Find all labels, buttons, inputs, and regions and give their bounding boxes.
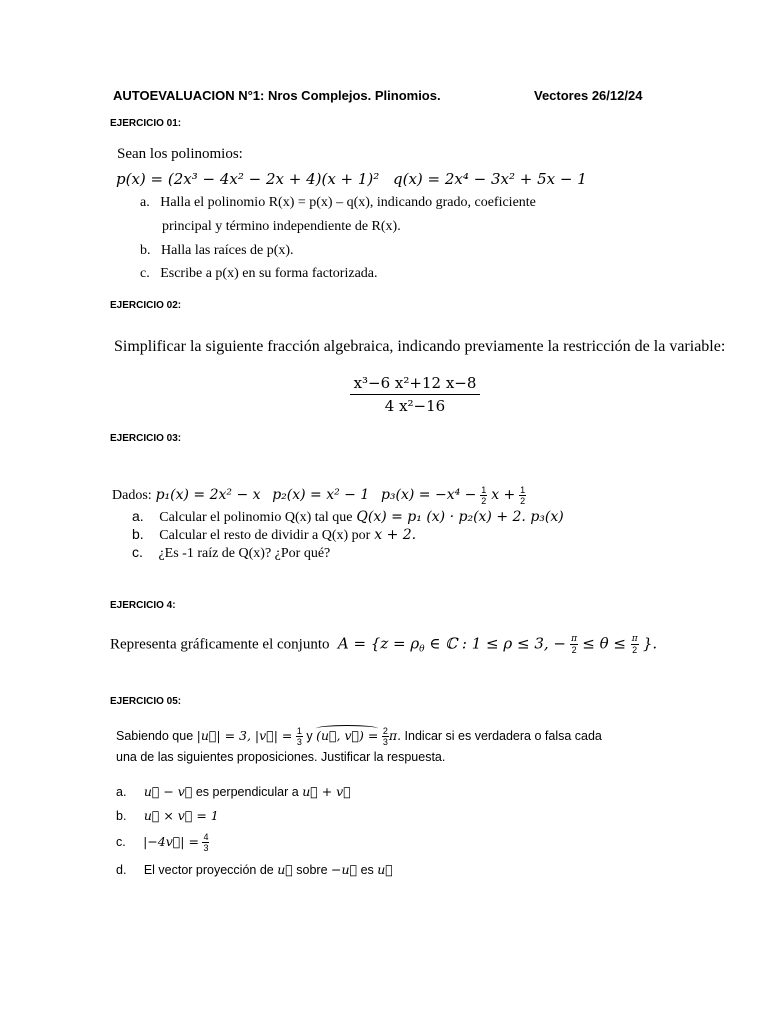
statement-text: Sabiendo que <box>116 728 194 743</box>
polynomial-p-expression: (2x³ − 4x² − 2x + 4)(x + 1)² <box>167 170 380 188</box>
exercise-3-given-polynomials <box>112 485 526 506</box>
item-math-2: u⃗ + v⃗ <box>302 784 351 799</box>
polynomial-q-expression: 2x⁴ − 3x² + 5x − 1 <box>444 170 587 188</box>
fraction-pi-over-two: $\frac{\pi}{2}$ <box>571 634 578 655</box>
polynomial-p1: p₁(x) = 2x² − x <box>155 487 261 504</box>
item-letter: b. <box>116 809 127 823</box>
vector-magnitudes: |u⃗| = 3, |v⃗| = <box>196 727 293 743</box>
item-math: u⃗ <box>277 862 293 877</box>
fraction-one-third: $\frac{1}{3}$ <box>296 726 302 747</box>
fraction-numerator: x³−6 x²+12 x−8 <box>350 374 480 395</box>
exercise-1-item-c <box>140 266 378 282</box>
statement-conjunction: y <box>306 728 313 743</box>
statement-text-continued: Indicar si es verdadera o falsa cada <box>404 728 602 743</box>
exercise-1-item-b <box>140 243 294 259</box>
angle-between-vectors: (u⃗, v⃗) = <box>316 727 379 743</box>
set-definition-start: A = {z = ρ <box>337 634 420 653</box>
item-text: Halla el polinomio R(x) = p(x) – q(x), indicando grado, coeficiente <box>160 195 536 210</box>
document-subject-date: Vectores 26/12/24 <box>534 88 643 103</box>
item-letter: a. <box>132 508 144 524</box>
item-text: es perpendicular a <box>195 785 299 799</box>
exercise-1-item-a-continued: principal y término independiente de R(x). <box>162 219 401 234</box>
exercise-4-statement <box>110 634 657 655</box>
item-letter: a. <box>140 195 150 210</box>
item-math: Q(x) = p₁ (x) · p₂(x) + 2. p₃(x) <box>356 509 564 525</box>
item-letter: d. <box>116 863 127 877</box>
item-letter: b. <box>140 243 151 258</box>
exercise-3-item-a <box>132 508 564 526</box>
fraction-pi-over-two: $\frac{\pi}{2}$ <box>631 634 638 655</box>
dados-label: Dados: <box>112 488 152 504</box>
polynomial-p <box>116 170 379 188</box>
item-text: El vector proyección de <box>143 863 274 877</box>
item-text-sobre: sobre <box>296 863 328 877</box>
fraction-one-half: $\frac{1}{2}$ <box>481 485 487 506</box>
item-letter: b. <box>132 526 144 542</box>
exercise-3-item-c <box>132 544 330 562</box>
set-definition-theta: ≤ θ ≤ <box>582 634 631 653</box>
exercise-2-heading: EJERCICIO 02: <box>110 300 182 311</box>
exercise-1-intro: Sean los polinomios: <box>117 146 243 162</box>
item-text: Calcular el resto de dividir a Q(x) por <box>159 528 371 543</box>
algebraic-fraction <box>350 374 480 415</box>
statement-text: Representa gráficamente el conjunto <box>110 636 330 653</box>
item-text: Halla las raíces de p(x). <box>161 243 294 258</box>
polynomial-p3-tail: x + <box>491 487 516 504</box>
item-math: |−4v⃗| = <box>143 833 199 849</box>
fraction-one-half: $\frac{1}{2}$ <box>520 485 526 506</box>
polynomial-q <box>393 170 587 188</box>
item-text: ¿Es -1 raíz de Q(x)? ¿Por qué? <box>158 546 331 561</box>
item-letter: c. <box>140 266 150 281</box>
item-math-neg-u: −u⃗ <box>331 862 358 877</box>
fraction-denominator: 4 x²−16 <box>384 397 446 415</box>
item-math: u⃗ − v⃗ <box>143 784 193 799</box>
exercise-4-heading: EJERCICIO 4: <box>110 600 176 611</box>
exercise-2-statement: Simplificar la siguiente fracción algebraica, indicando previamente la restricción de la variable: <box>114 338 726 355</box>
exercise-5-statement-line-1 <box>116 726 602 747</box>
exercise-5-item-c <box>116 832 209 853</box>
exercise-5-item-a <box>116 784 351 799</box>
fraction-four-thirds: $\frac{4}{3}$ <box>203 832 209 853</box>
polynomial-p2: p₂(x) = x² − 1 <box>272 487 370 504</box>
item-math-u: u⃗ <box>377 862 393 877</box>
set-definition-middle: ∈ ℂ : 1 ≤ ρ ≤ 3, − <box>424 634 566 653</box>
item-math: u⃗ × v⃗ = 1 <box>143 808 219 823</box>
exercise-3-heading: EJERCICIO 03: <box>110 433 182 444</box>
item-letter: c. <box>116 834 126 849</box>
item-letter: a. <box>116 785 127 799</box>
exercise-5-item-b <box>116 808 219 823</box>
item-text-es: es <box>360 863 374 877</box>
fraction-two-thirds: $\frac{2}{3}$ <box>382 726 388 747</box>
exercise-5-statement-line-2: una de las siguientes proposiciones. Justificar la respuesta. <box>116 750 446 764</box>
pi-symbol: π. <box>388 727 402 743</box>
item-text: Calcular el polinomio Q(x) tal que <box>159 510 353 525</box>
set-definition-end: }. <box>642 634 658 653</box>
item-letter: c. <box>132 544 143 560</box>
polynomial-p3: p₃(x) = −x⁴ − <box>380 487 477 504</box>
item-text: Escribe a p(x) en su forma factorizada. <box>160 266 378 281</box>
theta-subscript: θ <box>419 644 425 655</box>
exercise-5-item-d <box>116 862 393 877</box>
exercise-5-heading: EJERCICIO 05: <box>110 696 182 707</box>
item-math: x + 2. <box>374 527 417 543</box>
exercise-3-item-b <box>132 526 416 544</box>
exercise-1-item-a <box>140 195 536 211</box>
polynomial-q-label: q(x) = <box>393 170 445 188</box>
exercise-1-heading: EJERCICIO 01: <box>110 118 182 129</box>
polynomial-p-label: p(x) = <box>116 170 168 188</box>
document-title: AUTOEVALUACION N°1: Nros Complejos. Plinomios. <box>113 88 441 103</box>
